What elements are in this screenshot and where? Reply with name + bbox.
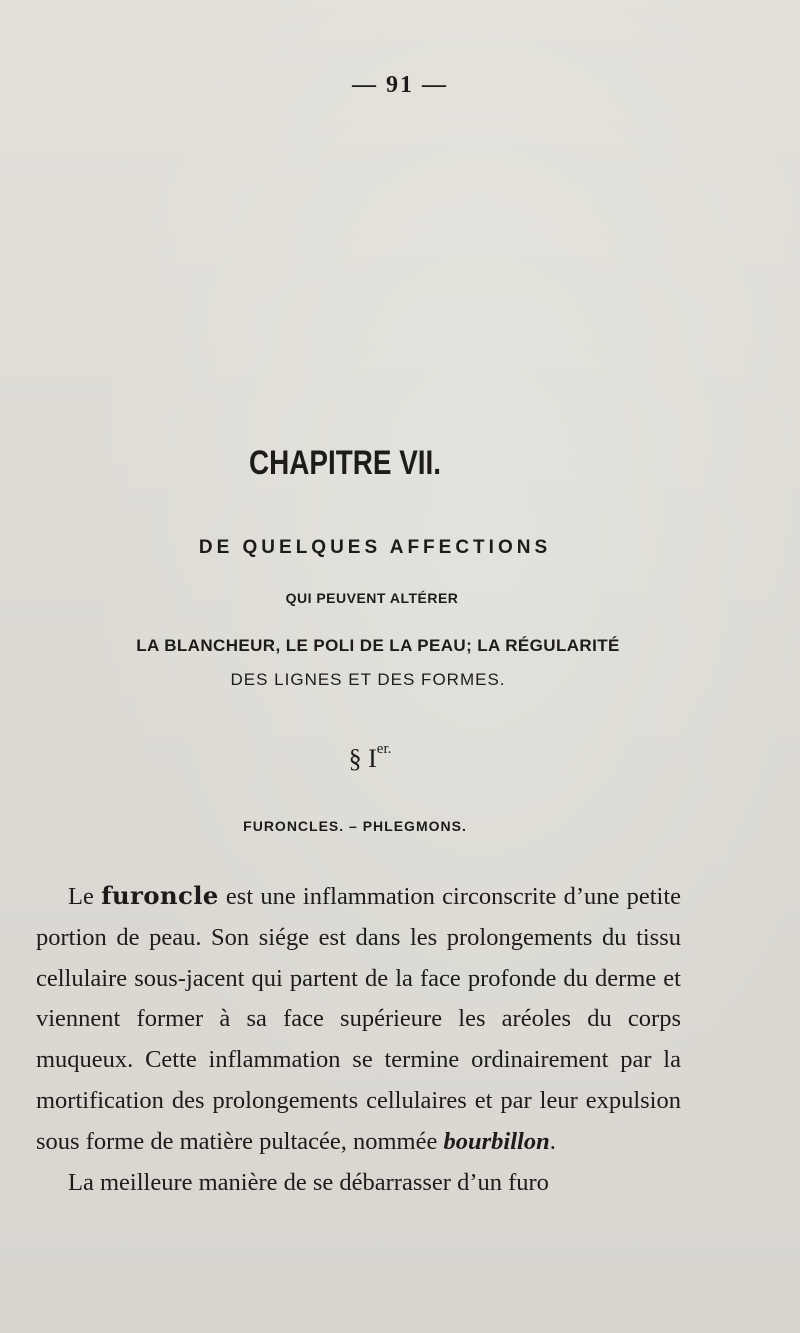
chapter-subtitle-line-3: LA BLANCHEUR, LE POLI DE LA PEAU; LA RÉGULARITÉ <box>136 636 620 655</box>
section-ordinal-suffix: er. <box>376 741 392 758</box>
section-heading: FURONCLES. – PHLEGMONS. <box>243 818 467 834</box>
chapter-title: CHAPITRE VII. <box>248 444 442 482</box>
paragraph-2: La meilleure manière de se débarrasser d’un furo <box>68 1168 549 1196</box>
paragraph-1 <box>36 876 681 1163</box>
page-number: — 91 — <box>352 72 448 98</box>
paragraph-1-text: est une inflammation circonscrite d’une petite portion de peau. Son siége est dans les prolongements du tissu cellulaire sous-jacent qui partent de la face profonde du derme et viennent former à sa face supérieure les aréoles du corps muqueux. Cette inflammation se termine ordinairement par la mortification des prolongements cellulaires et par leur expulsion sous forme de matière pultacée, nommée <box>36 883 682 1155</box>
chapter-subtitle-line-2: QUI PEUVENT ALTÉRER <box>285 590 459 606</box>
section-number <box>0 741 740 774</box>
paragraph-1-start: Le <box>68 883 102 910</box>
chapter-subtitle-line-1: DE QUELQUES AFFECTIONS <box>198 537 552 558</box>
paragraph-1-end: . <box>549 1127 556 1155</box>
chapter-subtitle-line-4: DES LIGNES ET DES FORMES. <box>230 670 506 689</box>
term-furoncle: furoncle <box>101 881 219 910</box>
term-bourbillon: bourbillon <box>443 1127 550 1155</box>
body-text <box>36 876 681 1203</box>
section-symbol: § I <box>348 744 377 773</box>
